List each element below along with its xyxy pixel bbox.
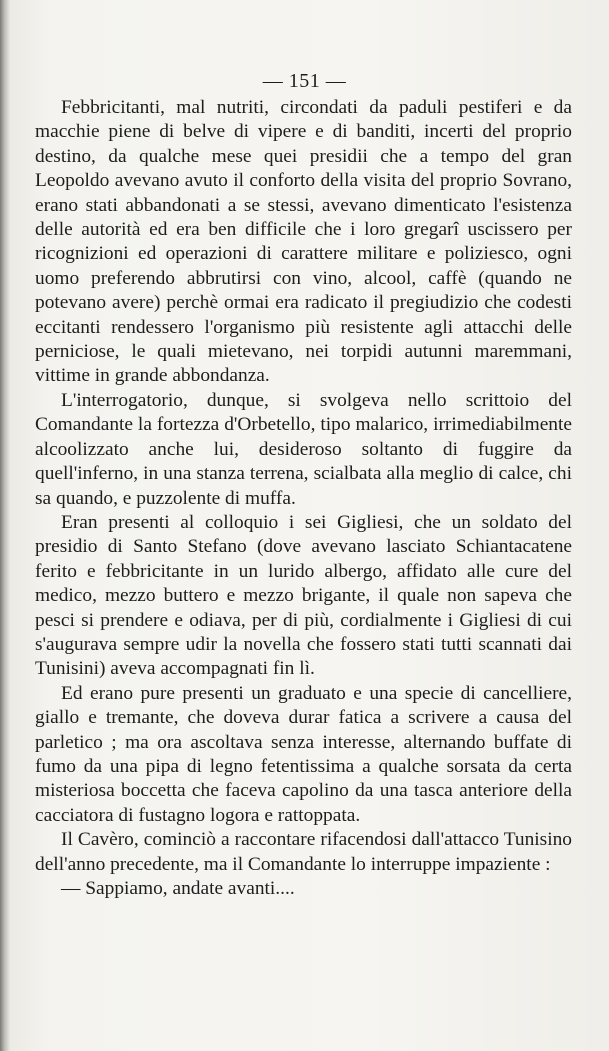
paragraph-4: Ed erano pure presenti un graduato e una specie di cancelliere, giallo e tremante, che doveva durar fatica a scrivere a causa del parletico ; ma ora ascoltava senza interesse, alternando buffate di fumo da una pipa di legno fetentissima a qualche sorsata da certa misteriosa boccetta che faceva capolino da una tasca anteriore della cacciatora di fustagno logora e rattoppata.: [35, 682, 572, 826]
paragraph-2: L'interrogatorio, dunque, si svolgeva nello scrittoio del Comandante la fortezza d'Orbetello, tipo malarico, irrimediabilmente alcoolizzato anche lui, desideroso soltanto di fuggire da quell'inferno, in una stanza terrena, scialbata alla meglio di calce, chi sa quando, e puzzolente di muffa.: [35, 389, 572, 509]
paragraph-3: Eran presenti al colloquio i sei Gigliesi, che un soldato del presidio di Santo Stefano (dove avevano lasciato Schiantacatene ferito e febbricitante in un lurido albergo, affidato alle cure del medico, mezzo buttero e mezzo brigante, il quale non sapeva che pesci si prendere e odiava, per di più, cordialmente i Gigliesi di cui s'augurava sempre udir la novella che fossero stati tutti scannati dai Tunisini) aveva accompagnati fin lì.: [35, 511, 572, 680]
paragraph-1: Febbricitanti, mal nutriti, circondati da paduli pestiferi e da macchie piene di belve di vipere e di banditi, incerti del proprio destino, da qualche mese quei presidii che a tempo del gran Leopoldo avevano avuto il conforto della visita del proprio Sovrano, erano stati abbandonati a se stessi, avevano dimenticato l'esistenza delle autorità ed era ben difficile che i loro gregarî uscissero per ricognizioni ed operazioni di carattere militare e poliziesco, ogni uomo preferendo abbrutirsi con vino, alcool, caffè (quando ne potevano avere) perchè ormai era radicato il pregiudizio che codesti eccitanti rendessero l'organismo più resistente agli attacchi delle perniciose, le quali mietevano, nei torpidi autunni maremmani, vittime in grande abbondanza.: [35, 97, 572, 387]
page-number: — 151 —: [262, 70, 347, 92]
paragraph-5: Il Cavèro, cominciò a raccontare rifacendosi dall'attacco Tunisino dell'anno precedente, ma il Comandante lo interruppe impaziente :: [35, 829, 572, 875]
body-text: [35, 96, 572, 901]
binding-shadow: [0, 0, 10, 1051]
dialogue-line: — Sappiamo, andate avanti....: [61, 878, 295, 899]
